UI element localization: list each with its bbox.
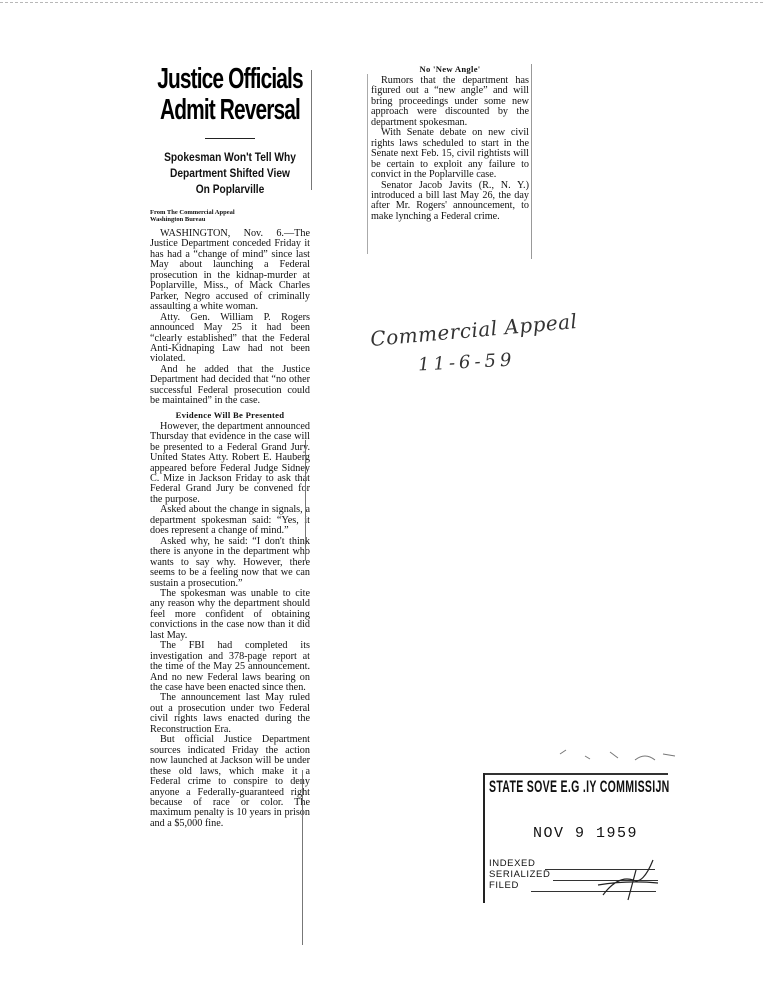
paragraph: However, the department announced Thursday that evidence in the case will be presented to a Federal Grand Jury. United States Atty. Robert E. Hauberg appeared before Federal Judge Sidney C. Mize in Jackson Friday to ask that Federal Grand Jury be convened for the purpose. <box>150 420 310 505</box>
paragraph: Rumors that the department has figured out a “new angle” and will bring proceedings under some new approach were discounted by the department spokesman. <box>371 75 529 128</box>
stamp-field-filed: FILED <box>489 880 519 891</box>
stamp-border-left <box>483 773 485 903</box>
handwritten-date: 11-6-59 <box>417 349 516 376</box>
headline-line-2: Admit Reversal <box>160 94 300 126</box>
article-headline <box>151 64 309 126</box>
article-body-part-2 <box>150 422 310 830</box>
byline-line-2: Washington Bureau <box>150 216 206 223</box>
article-right-column <box>371 64 529 222</box>
clipping-edge-left-col <box>305 440 306 560</box>
section-subhead-new-angle: No 'New Angle' <box>419 64 481 74</box>
subhead-line-2: Department Shifted View <box>170 166 290 180</box>
paragraph: Asked why, he said: “I don't think there is anyone in the department who wants to say why. However, there seems to be a feeling now that we can sustain a prosecution.” <box>150 535 310 589</box>
section-subhead-evidence: Evidence Will Be Presented <box>175 409 285 420</box>
article-left-column <box>150 62 310 829</box>
article-byline <box>150 209 310 223</box>
stamp-field-indexed: INDEXED <box>489 858 536 869</box>
stamp-border-top <box>483 773 668 775</box>
stamp-date: NOV 9 1959 <box>533 825 639 842</box>
paragraph: Atty. Gen. William P. Rogers announced May 25 it had been “clearly established” that the Federal Anti-Kidnaping Law had not been violated. <box>150 311 310 365</box>
subhead-line-3: On Poplarville <box>195 182 265 196</box>
headline-line-1: Justice Officials <box>157 63 303 95</box>
paragraph: The spokesman was unable to cite any reason why the department should feel more confident of obtaining convictions in the case now than it did last May. <box>150 587 310 641</box>
clipping-edge-right-col <box>531 64 532 259</box>
paragraph: The announcement last May ruled out a prosecution under two Federal civil rights laws enacted during the Reconstruction Era. <box>150 692 310 735</box>
stamp-field-serialized: SERIALIZED <box>489 869 551 880</box>
paragraph: But official Justice Department sources indicated Friday the action now launched at Jackson will be under these old laws, which make it a Federal crime to conspire to deny anyone a Federally-guaranteed right because of race or color. The maximum penalty is 10 years in prison and a $5,000 fine. <box>150 734 310 829</box>
paragraph: With Senate debate on new civil rights laws scheduled to start in the Senate next Feb. 15, civil rightists will be certain to exploit any failure to convict in the Poplarville case. <box>371 127 529 181</box>
handwritten-source: Commercial Appeal <box>369 308 579 352</box>
paragraph: Senator Jacob Javits (R., N. Y.) introduced a bill last May 26, the day after Mr. Rogers' announcement, to make lynching a Federal crime. <box>371 179 529 222</box>
byline-line-1: From The Commercial Appeal <box>150 209 235 216</box>
paragraph: The FBI had completed its investigation and 378-page report at the time of the May 25 announcement. And no new Federal laws bearing on the case have been enacted since then. <box>150 640 310 694</box>
stamp-agency: STATE SOVE E.G .IY COMMISSIJN <box>489 777 670 796</box>
receipt-stamp <box>483 765 678 915</box>
article-subhead <box>154 149 307 197</box>
scan-top-border <box>0 2 763 3</box>
paragraph: Asked about the change in signals, a department spokesman said: “Yes, it does represent a change of mind.” <box>150 504 310 537</box>
clipping-edge-left-col <box>311 70 312 190</box>
article-body-part-3 <box>371 76 529 222</box>
initials-signature <box>593 855 663 905</box>
clipping-edge-left-col <box>302 770 303 945</box>
subhead-line-1: Spokesman Won't Tell Why <box>164 150 296 164</box>
paragraph: WASHINGTON, Nov. 6.—The Justice Department conceded Friday it has had a “change of mind” since last May about launching a Federal prosecution in the kidnap-murder at Poplarville, Miss., of Mack Charles Parker, Negro accused of criminally assaulting a white woman. <box>150 228 310 313</box>
paragraph: And he added that the Justice Department had decided that “no other successful Federal prosecution could be maintained” in the case. <box>150 363 310 407</box>
clipping-edge-right-col <box>367 74 368 254</box>
article-body-part-1 <box>150 229 310 407</box>
headline-rule <box>205 138 255 139</box>
